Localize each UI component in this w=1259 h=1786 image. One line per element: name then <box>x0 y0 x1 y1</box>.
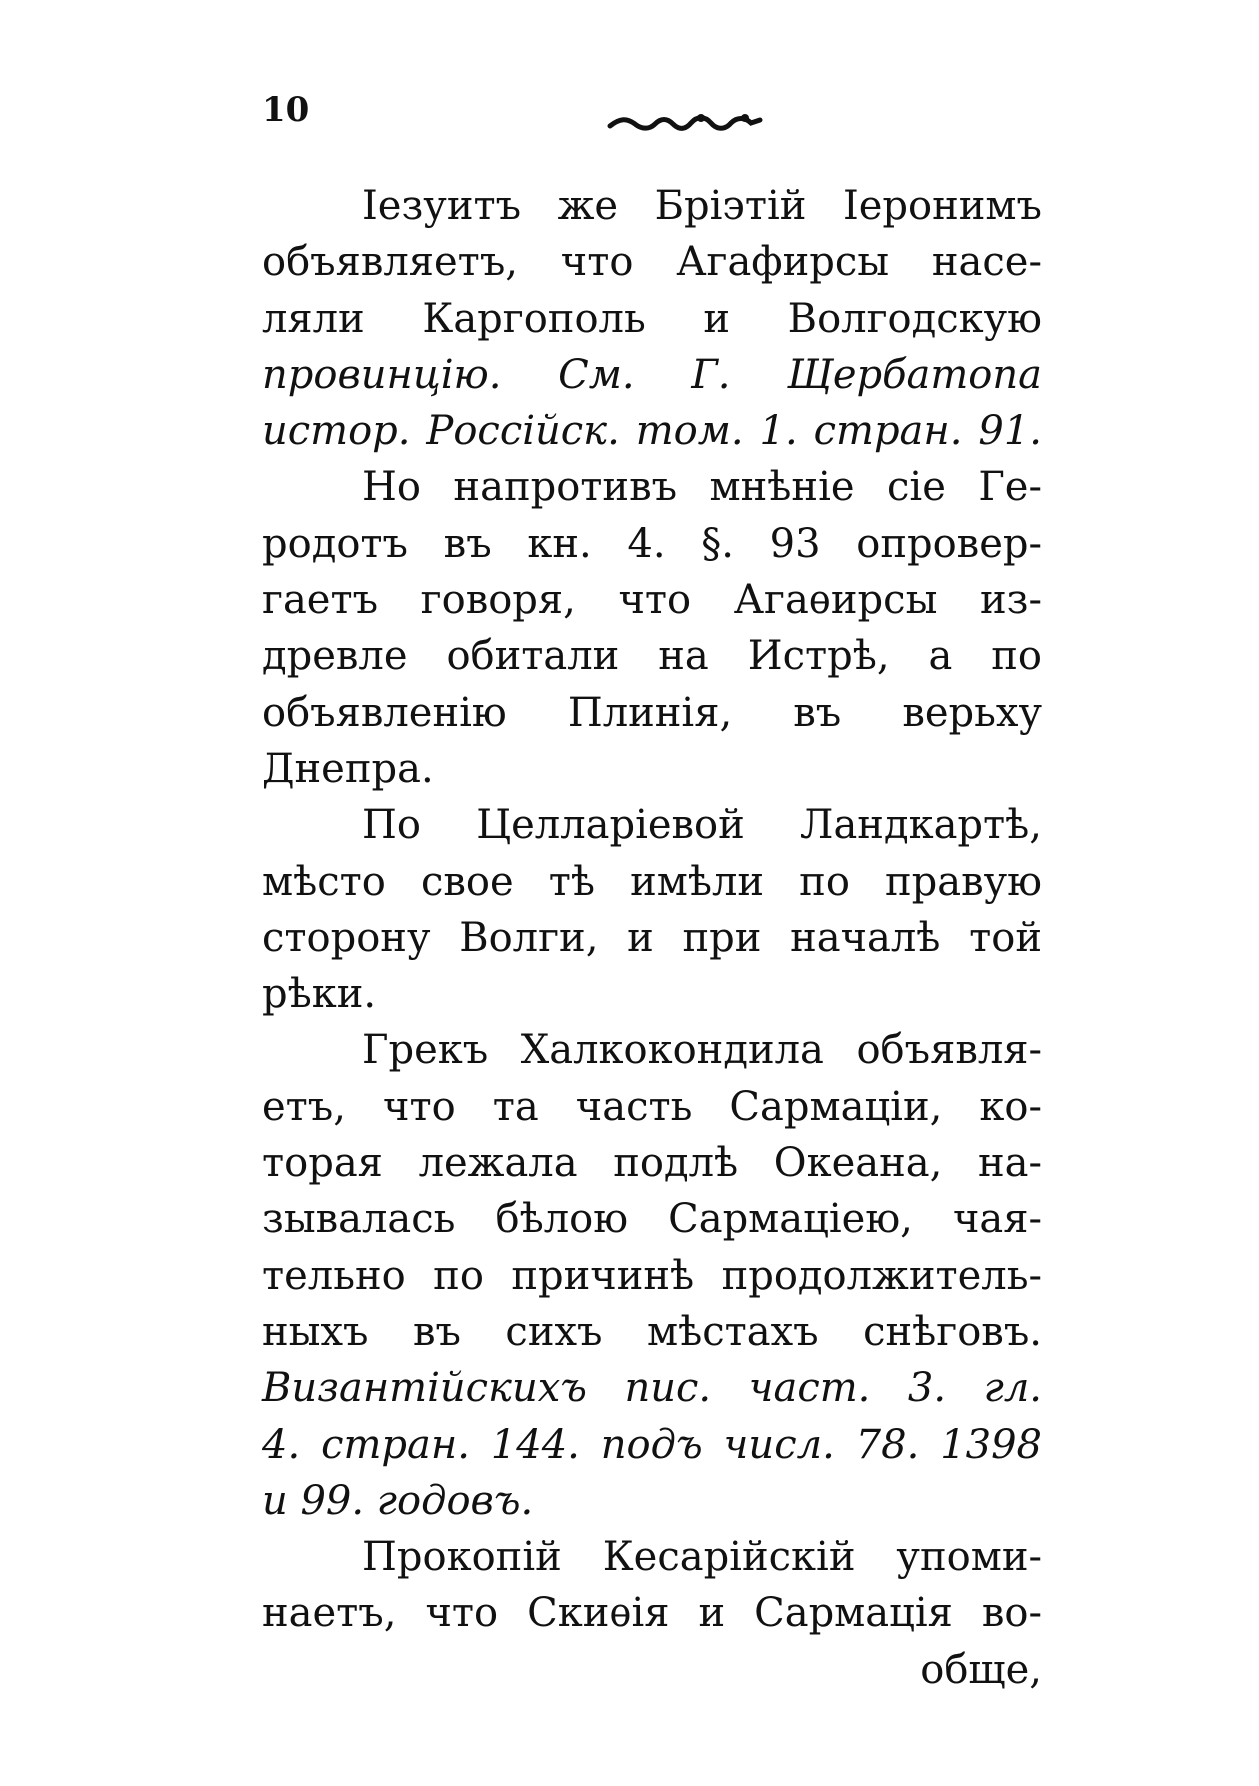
text-line: древле обитали на Истрѣ, а по <box>262 633 1042 680</box>
text-line: Прокопій Кесарійскій упоми- <box>362 1534 1042 1581</box>
text-line: тельно по причинѣ продолжитель- <box>262 1252 1042 1299</box>
text-line: Iезуитъ же Бріэтій Iеронимъ <box>362 183 1042 229</box>
paragraph <box>262 178 1042 459</box>
text-line: етъ, что та часть Сармаціи, ко- <box>262 1083 1042 1130</box>
text-line: родотъ въ кн. 4. §. 93 опровер- <box>262 520 1042 567</box>
text-line: ныхъ въ сихъ мѣстахъ снѣговъ. <box>262 1308 1042 1355</box>
text-line: провинцію. См. Г. Щербатопа <box>262 351 1042 398</box>
text-line: Но напротивъ мнѣніе сіе Ге- <box>362 464 1042 511</box>
text-line: объявленію Плинія, въ верьху <box>262 689 1042 736</box>
text-line: рѣки. <box>262 971 377 1018</box>
page-number: 10 <box>262 90 310 130</box>
text-line: сторону Волги, и при началѣ той <box>262 914 1042 961</box>
body-text <box>262 178 1042 1698</box>
text-line: Грекъ Халкокондила объявля- <box>362 1027 1042 1074</box>
text-line: 4. стран. 144. подъ числ. 78. 1398 <box>262 1421 1042 1468</box>
text-line: зывалась бѣлою Сармаціею, чая- <box>262 1196 1042 1243</box>
paragraph <box>262 1022 1042 1529</box>
text-line: наетъ, что Скиѳія и Сармація во- <box>262 1590 1042 1637</box>
text-line: По Целларіевой Ландкартѣ, <box>362 802 1042 849</box>
text-line: гаетъ говоря, что Агаѳирсы из- <box>262 577 1042 624</box>
headpiece-ornament-icon <box>605 108 765 138</box>
text-line: ляли Каргополь и Волгодскую <box>262 295 1042 342</box>
paragraph <box>262 797 1042 1022</box>
paragraph <box>262 1529 1042 1642</box>
text-line: и 99. годовъ. <box>262 1477 534 1524</box>
text-line: Византійскихъ пис. част. 3. гл. <box>262 1365 1042 1412</box>
text-line: мѣсто свое тѣ имѣли по правую <box>262 858 1042 905</box>
paragraph <box>262 459 1042 797</box>
text-line: истор. Россійск. том. 1. стран. 91. <box>262 408 1042 455</box>
text-line: объявляетъ, что Агафирсы насе- <box>262 239 1042 286</box>
catchword: обще, <box>920 1646 1042 1693</box>
text-line: Днепра. <box>262 745 434 792</box>
text-line: торая лежала подлѣ Океана, на- <box>262 1140 1042 1187</box>
